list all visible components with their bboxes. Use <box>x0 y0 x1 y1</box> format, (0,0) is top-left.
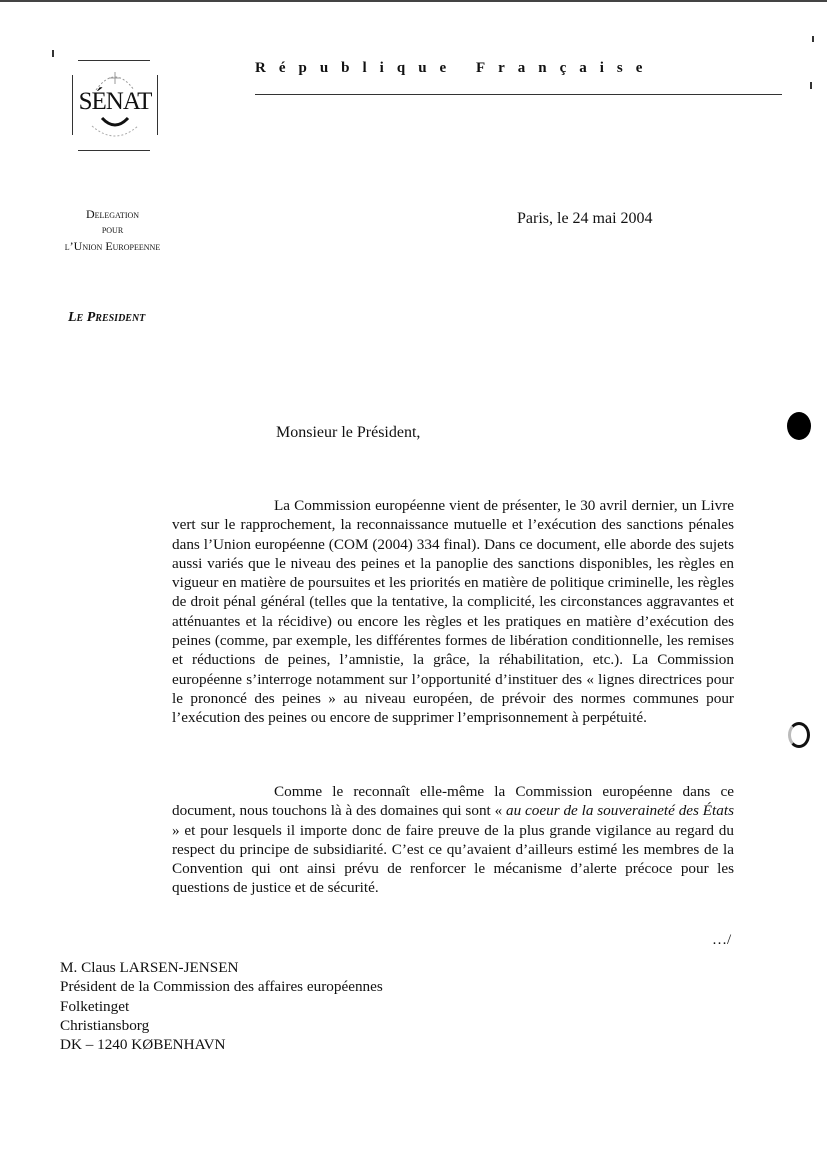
sender-role: Le President <box>68 310 146 325</box>
scan-mark <box>52 50 54 57</box>
page-top-border <box>0 0 827 2</box>
salutation: Monsieur le Président, <box>276 424 421 441</box>
delegation-block <box>40 206 185 254</box>
recipient-city: DK – 1240 KØBENHAVN <box>60 1036 226 1054</box>
paragraph-quote: au coeur de la souveraineté des États <box>506 802 734 820</box>
logo-bottom-rule <box>78 150 150 151</box>
delegation-line: l’Union Europeenne <box>64 239 161 253</box>
punch-hole-mark <box>787 412 811 440</box>
delegation-line: pour <box>101 224 124 236</box>
paragraph-text: La Commission européenne vient de présenter, le 30 avril dernier, un Livre vert sur le rapprochement, la reconnaissance mutuelle et l’exécution des sanctions pénales dans l’Union européenne (COM (2004) 334 final). Dans ce document, elle aborde des sujets aussi variés que le niveau des peines et la panoplie des sanctions disponibles, les règles en vigueur en matière de poursuites et les priorités en matière de politique criminelle, les règles de droit pénal général (telles que la tentative, la complicité, les circonstances aggravantes et atténuantes et la récidive) ou encore les règles et les pratiques en matière d’exécution des peines (comme, par exemple, les différentes formes de libération conditionnelle, les remises et réductions de peines, l’amnistie, la grâce, la réhabilitation, etc.). La Commission européenne s’interroge notamment sur l’opportunité d’instituer des « lignes directrices pour le prononcé des peines » au niveau européen, de prévoir des normes communes pour l’exécution des peines ou encore de supprimer l’emprisonnement à perpétuité. <box>172 497 734 727</box>
logo-smile-icon <box>88 116 142 138</box>
header-rule <box>255 94 782 95</box>
scan-mark <box>810 82 812 89</box>
logo-wordmark: SÉNAT <box>78 88 152 115</box>
recipient-address <box>60 958 383 1054</box>
logo-top-rule <box>78 60 150 61</box>
recipient-title: Président de la Commission des affaires européennes <box>60 978 383 996</box>
paragraph-text: » et pour lesquels il importe donc de faire preuve de la plus grande vigilance au regard du respect du principe de subsidiarité. C’est ce qu’avaient d’ailleurs estimé les membres de la Convention qui ont ainsi prévu de renforcer le mécanisme d’alerte précoce pour les questions de justice et de sécurité. <box>172 821 734 897</box>
punch-hole-ring <box>788 722 810 748</box>
delegation-line: Delegation <box>85 207 140 221</box>
scan-mark <box>812 36 814 42</box>
body-paragraph <box>172 782 734 898</box>
senat-logo <box>70 60 160 152</box>
paragraph-text: Comme le reconnaît elle-même la Commission européenne dans ce document, nous touchons là à des domaines qui sont « <box>172 783 734 820</box>
recipient-building: Christiansborg <box>60 1016 150 1034</box>
continuation-mark: …/ <box>712 932 732 948</box>
body-paragraph <box>172 496 734 728</box>
recipient-name: M. Claus LARSEN-JENSEN <box>60 959 239 976</box>
republique-francaise-heading: République Française <box>255 60 656 76</box>
recipient-org: Folketinget <box>60 997 130 1015</box>
letter-date: Paris, le 24 mai 2004 <box>517 210 653 227</box>
